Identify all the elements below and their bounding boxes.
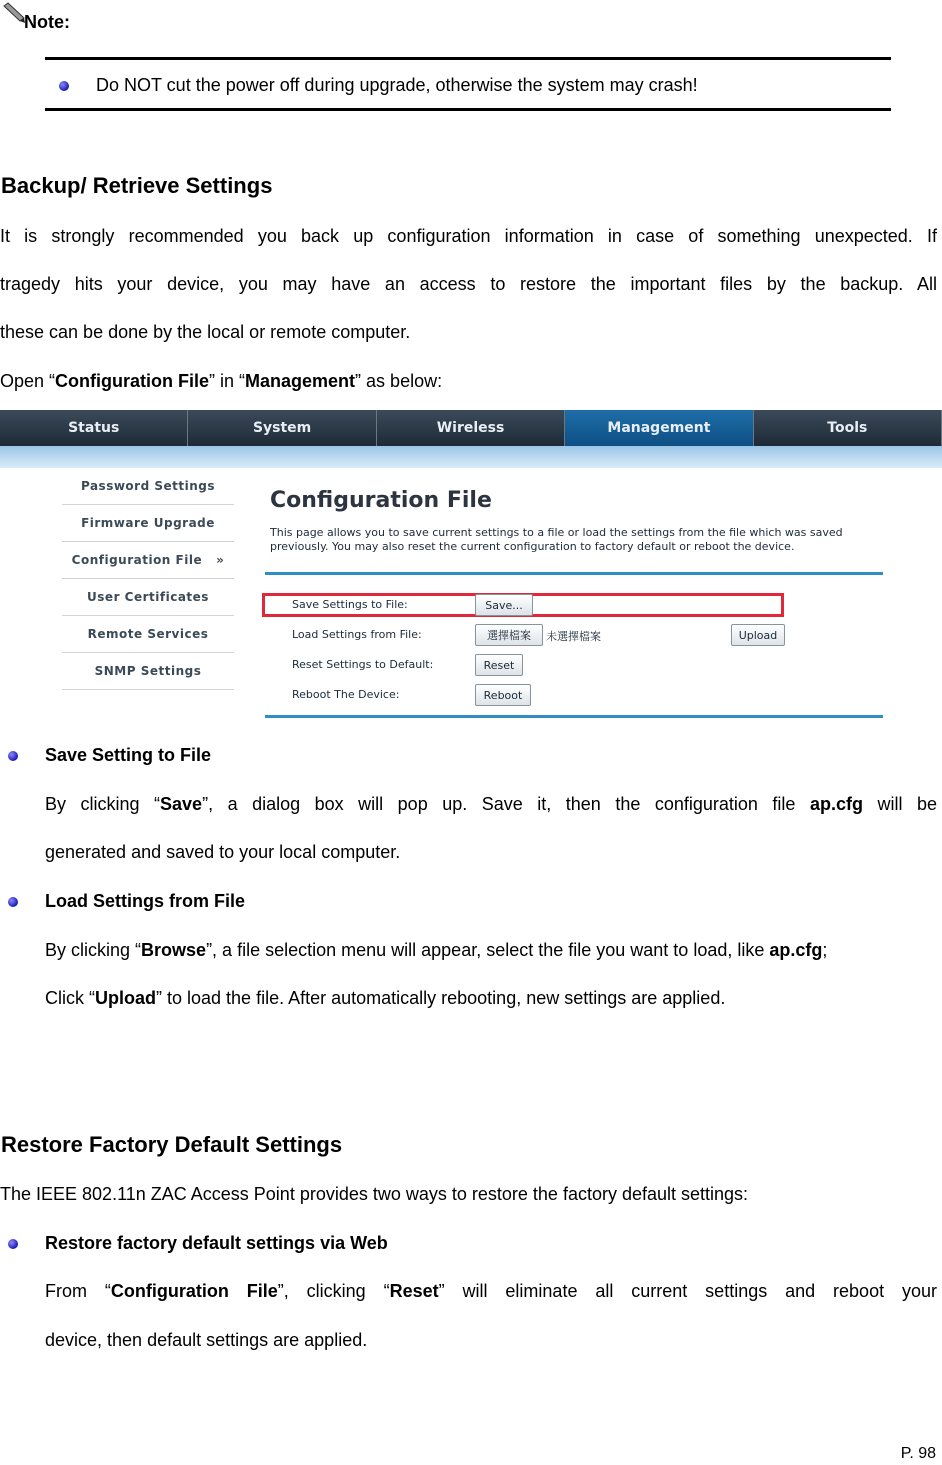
restore-line2: device, then default settings are applied. bbox=[45, 1330, 368, 1350]
note-warning: Do NOT cut the power off during upgrade, otherwise the system may crash! bbox=[96, 75, 698, 95]
upload-button[interactable]: Upload bbox=[731, 624, 785, 646]
tab-wireless[interactable]: Wireless bbox=[377, 410, 565, 446]
note-label: Note: bbox=[24, 12, 70, 32]
save-button[interactable]: Save... bbox=[475, 594, 533, 616]
nav-bar bbox=[0, 410, 942, 446]
tab-system[interactable]: System bbox=[188, 410, 376, 446]
bullet-icon bbox=[8, 1239, 18, 1249]
backup-para-line1: It is strongly recommended you back up configuration information in case of something unexpected. If bbox=[0, 226, 937, 246]
page-description: This page allows you to save current settings to a file or load the settings from the file which was saved previously. You may also reset the current configuration to factory default or reboot the device. bbox=[270, 526, 843, 553]
pencil-icon bbox=[2, 2, 26, 24]
no-file-text: 未選擇檔案 bbox=[546, 630, 601, 643]
reboot-device-label: Reboot The Device: bbox=[292, 688, 400, 701]
restore-intro: The IEEE 802.11n ZAC Access Point provides two ways to restore the factory default settings: bbox=[0, 1184, 749, 1204]
open-instruction: Open “Configuration File” in “Management” as below: bbox=[0, 371, 443, 391]
header-band bbox=[0, 446, 942, 468]
backup-para-line2: tragedy hits your device, you may have an access to restore the important files by the backup. All bbox=[0, 274, 937, 294]
save-section-heading: Save Setting to File bbox=[45, 745, 212, 765]
save-settings-label: Save Settings to File: bbox=[292, 598, 408, 611]
save-section-line1: By clicking “Save”, a dialog box will pop up. Save it, then the configuration file ap.cfg will be bbox=[45, 794, 937, 814]
sidebar-item-configuration-file[interactable] bbox=[62, 542, 234, 579]
note-top-rule bbox=[45, 57, 891, 60]
sidebar-item-user-certificates[interactable]: User Certificates bbox=[62, 579, 234, 616]
page-title: Configuration File bbox=[270, 488, 492, 513]
load-section-line2: Click “Upload” to load the file. After automatically rebooting, new settings are applied. bbox=[45, 988, 726, 1008]
page-number: P. 98 bbox=[900, 1445, 936, 1462]
browse-button[interactable]: 選擇檔案 bbox=[475, 624, 543, 646]
active-marker-icon: » bbox=[216, 553, 225, 567]
sidebar-item-remote-services[interactable]: Remote Services bbox=[62, 616, 234, 653]
bullet-icon bbox=[8, 897, 18, 907]
save-section-line2: generated and saved to your local computer. bbox=[45, 842, 401, 862]
tab-status[interactable]: Status bbox=[0, 410, 188, 446]
load-section-line1: By clicking “Browse”, a file selection menu will appear, select the file you want to load, like ap.cfg; bbox=[45, 940, 828, 960]
restore-line1: From “Configuration File”, clicking “Reset” will eliminate all current settings and reboot your bbox=[45, 1281, 937, 1301]
configuration-screenshot bbox=[0, 410, 942, 722]
load-section-heading: Load Settings from File bbox=[45, 891, 246, 911]
restore-heading: Restore Factory Default Settings bbox=[1, 1132, 343, 1157]
backup-para-line3: these can be done by the local or remote computer. bbox=[0, 322, 411, 342]
bottom-divider bbox=[265, 715, 883, 718]
sidebar-item-password-settings[interactable]: Password Settings bbox=[62, 468, 234, 505]
sidebar-item-label: Configuration File bbox=[71, 553, 203, 567]
restore-web-heading: Restore factory default settings via Web bbox=[45, 1233, 388, 1253]
backup-heading: Backup/ Retrieve Settings bbox=[1, 173, 273, 198]
bullet-icon bbox=[8, 751, 18, 761]
tab-tools[interactable]: Tools bbox=[754, 410, 942, 446]
sidebar-item-snmp-settings[interactable]: SNMP Settings bbox=[62, 653, 234, 690]
tab-management[interactable]: Management bbox=[565, 410, 753, 446]
sidebar-item-firmware-upgrade[interactable]: Firmware Upgrade bbox=[62, 505, 234, 542]
sidebar bbox=[62, 468, 234, 690]
bullet-icon bbox=[59, 81, 69, 91]
divider bbox=[265, 572, 883, 575]
reboot-button[interactable]: Reboot bbox=[475, 684, 531, 706]
reset-settings-label: Reset Settings to Default: bbox=[292, 658, 434, 671]
reset-button[interactable]: Reset bbox=[475, 654, 523, 676]
load-settings-label: Load Settings from File: bbox=[292, 628, 422, 641]
note-bottom-rule bbox=[45, 108, 891, 111]
